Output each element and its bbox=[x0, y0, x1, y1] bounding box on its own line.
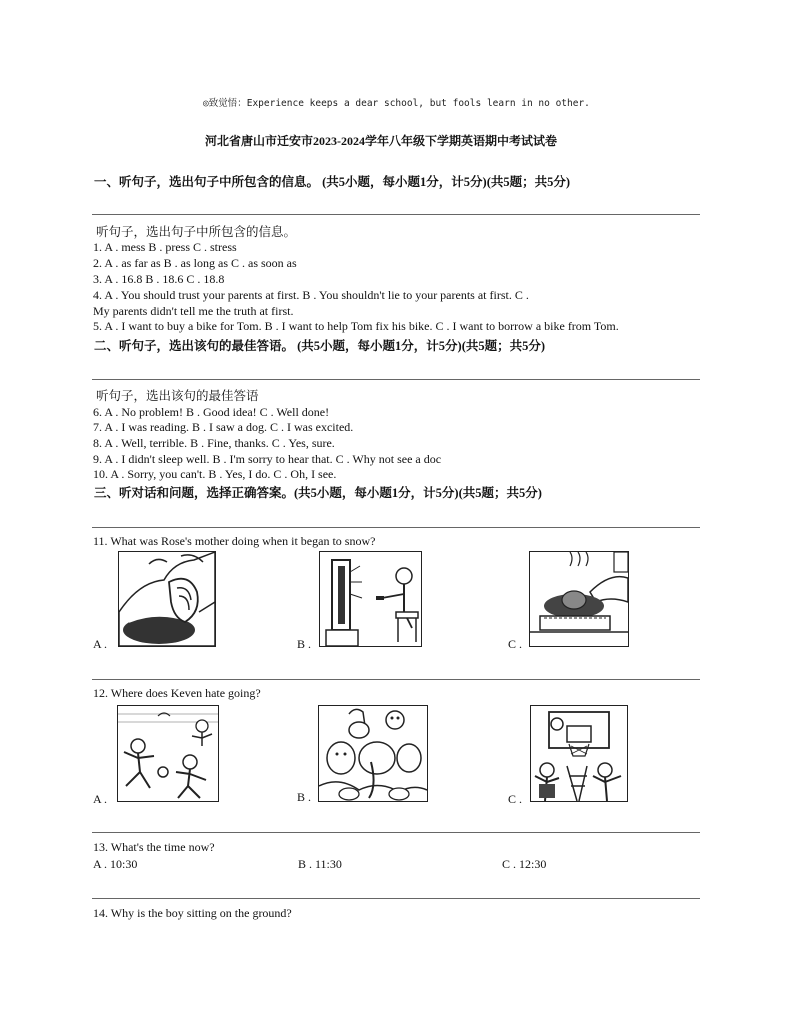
option-a[interactable]: A . 10:30 bbox=[93, 857, 138, 871]
question-line: 1. A . mess B . press C . stress bbox=[93, 240, 237, 254]
divider bbox=[92, 214, 700, 215]
option-c-label: C . bbox=[508, 792, 523, 806]
person-watching-tv-icon[interactable] bbox=[319, 551, 422, 647]
question-12: 12. Where does Keven hate going? bbox=[93, 686, 261, 700]
basketball-court-icon[interactable] bbox=[530, 705, 628, 802]
option-b-label: B . bbox=[297, 637, 312, 651]
divider bbox=[92, 832, 700, 833]
option-b-label: B . bbox=[297, 790, 312, 804]
question-14: 14. Why is the boy sitting on the ground? bbox=[93, 906, 292, 920]
divider bbox=[92, 527, 700, 528]
exam-title: 河北省唐山市迁安市2023-2024学年八年级下学期英语期中考试试卷 bbox=[205, 134, 557, 148]
divider bbox=[92, 679, 700, 680]
question-line: 4. A . You should trust your parents at first. B . You shouldn't lie to your parents at first. C . bbox=[93, 288, 529, 302]
question-line: My parents didn't tell me the truth at first. bbox=[93, 304, 294, 318]
question-line: 2. A . as far as B . as long as C . as soon as bbox=[93, 256, 297, 270]
question-line: 7. A . I was reading. B . I saw a dog. C . I was excited. bbox=[93, 420, 354, 434]
option-c-label: C . bbox=[508, 637, 523, 651]
hands-washing-bowl-icon[interactable] bbox=[118, 551, 216, 647]
question-line: 3. A . 16.8 B . 18.6 C . 18.8 bbox=[93, 272, 225, 286]
question-line: 6. A . No problem! B . Good idea! C . Well done! bbox=[93, 405, 330, 419]
option-c[interactable]: C . 12:30 bbox=[502, 857, 547, 871]
divider bbox=[92, 379, 700, 380]
question-13: 13. What's the time now? bbox=[93, 840, 215, 854]
kids-playing-soccer-icon[interactable] bbox=[117, 705, 219, 802]
divider bbox=[92, 898, 700, 899]
question-line: 8. A . Well, terrible. B . Fine, thanks. C . Yes, sure. bbox=[93, 436, 335, 450]
section3-heading: 三、听对话和问题，选择正确答案。(共5小题，每小题1分，计5分)(共5题；共5分) bbox=[94, 486, 542, 500]
section2-instruction: 听句子，选出该句的最佳答语 bbox=[96, 389, 259, 403]
option-a-label: A . bbox=[93, 637, 108, 651]
option-b[interactable]: B . 11:30 bbox=[298, 857, 342, 871]
section1-heading: 一、听句子，选出句子中所包含的信息。 (共5小题，每小题1分，计5分)(共5题；共5分) bbox=[94, 175, 571, 189]
question-line: 5. A . I want to buy a bike for Tom. B . I want to help Tom fix his bike. C . I want to borrow a bike from Tom. bbox=[93, 319, 619, 333]
question-line: 9. A . I didn't sleep well. B . I'm sorry to hear that. C . Why not see a doc bbox=[93, 452, 442, 466]
section2-heading: 二、听句子，选出该句的最佳答语。 (共5小题，每小题1分，计5分)(共5题；共5分) bbox=[94, 339, 546, 353]
question-line: 10. A . Sorry, you can't. B . Yes, I do. C . Oh, I see. bbox=[93, 467, 337, 481]
cooking-pan-icon[interactable] bbox=[529, 551, 629, 647]
question-11: 11. What was Rose's mother doing when it began to snow? bbox=[93, 534, 376, 548]
zoo-animals-icon[interactable] bbox=[318, 705, 428, 802]
option-a-label: A . bbox=[93, 792, 108, 806]
motto: ◎致觉悟：Experience keeps a dear school, but fools learn in no other. bbox=[203, 98, 590, 109]
section1-instruction: 听句子，选出句子中所包含的信息。 bbox=[96, 225, 297, 239]
